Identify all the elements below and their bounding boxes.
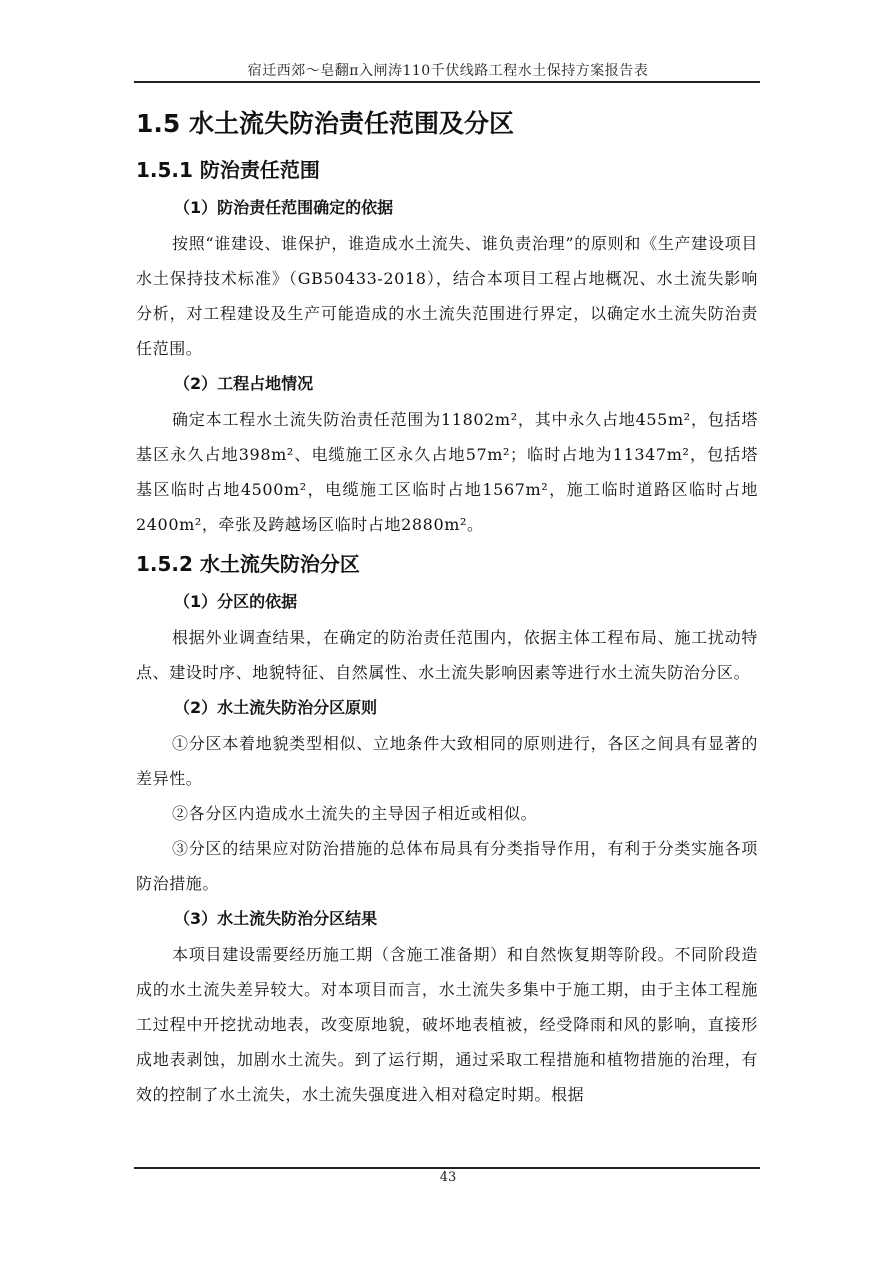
page-number: 43 (439, 1170, 457, 1185)
footer-rule (134, 1167, 760, 1169)
subsection-title-responsibility-range: 1.5.1 防治责任范围 (136, 158, 320, 182)
paragraph-principle-2: ②各分区内造成水土流失的主导因子相近或相似。 (172, 804, 538, 823)
heading-zoning-results: （3）水土流失防治分区结果 (174, 909, 378, 928)
page-body (136, 104, 758, 1112)
heading-zoning-principles: （2）水土流失防治分区原则 (174, 698, 378, 717)
paragraph-zoning-results: 本项目建设需要经历施工期（含施工准备期）和自然恢复期等阶段。不同阶段造成的水土流失差异较大。对本项目而言，水土流失多集中于施工期，由于主体工程施工过程中开挖扰动地表，改变原地貌，破坏地表植被，经受降雨和风的影响，直接形成地表剥蚀，加剧水土流失。到了运行期，通过采取工程措施和植物措施的治理，有效的控制了水土流失，水土流失强度进入相对稳定时期。根据 (136, 945, 758, 1104)
heading-land-occupation: （2）工程占地情况 (174, 374, 314, 393)
paragraph-zoning-basis: 根据外业调查结果，在确定的防治责任范围内，依据主体工程布局、施工扰动特点、建设时序、地貌特征、自然属性、水土流失影响因素等进行水土流失防治分区。 (136, 628, 758, 682)
paragraph-range-basis: 按照“谁建设、谁保护，谁造成水土流失、谁负责治理”的原则和《生产建设项目水土保持技术标准》（GB50433-2018），结合本项目工程占地概况、水土流失影响分析，对工程建设及生产可能造成的水土流失范围进行界定，以确定水土流失防治责任范围。 (136, 234, 758, 358)
paragraph-principle-1: ①分区本着地貌类型相似、立地条件大致相同的原则进行，各区之间具有显著的差异性。 (136, 734, 758, 788)
paragraph-principle-3: ③分区的结果应对防治措施的总体布局具有分类指导作用，有利于分类实施各项防治措施。 (136, 839, 758, 893)
header-rule (134, 81, 760, 83)
subsection-title-zoning: 1.5.2 水土流失防治分区 (136, 552, 360, 576)
heading-zoning-basis: （1）分区的依据 (174, 592, 298, 611)
section-title: 1.5 水土流失防治责任范围及分区 (136, 109, 514, 138)
running-header: 宿迁西郊～皂翻π入闸涛110千伏线路工程水土保持方案报告表 (247, 63, 649, 79)
paragraph-land-occupation: 确定本工程水土流失防治责任范围为11802m²，其中永久占地455m²，包括塔基区永久占地398m²、电缆施工区永久占地57m²；临时占地为11347m²，包括塔基区临时占地4500m²，电缆施工区临时占地1567m²，施工临时道路区临时占地2400m²，牵张及跨越场区临时占地2880m²。 (136, 410, 758, 534)
heading-range-basis: （1）防治责任范围确定的依据 (174, 198, 394, 217)
